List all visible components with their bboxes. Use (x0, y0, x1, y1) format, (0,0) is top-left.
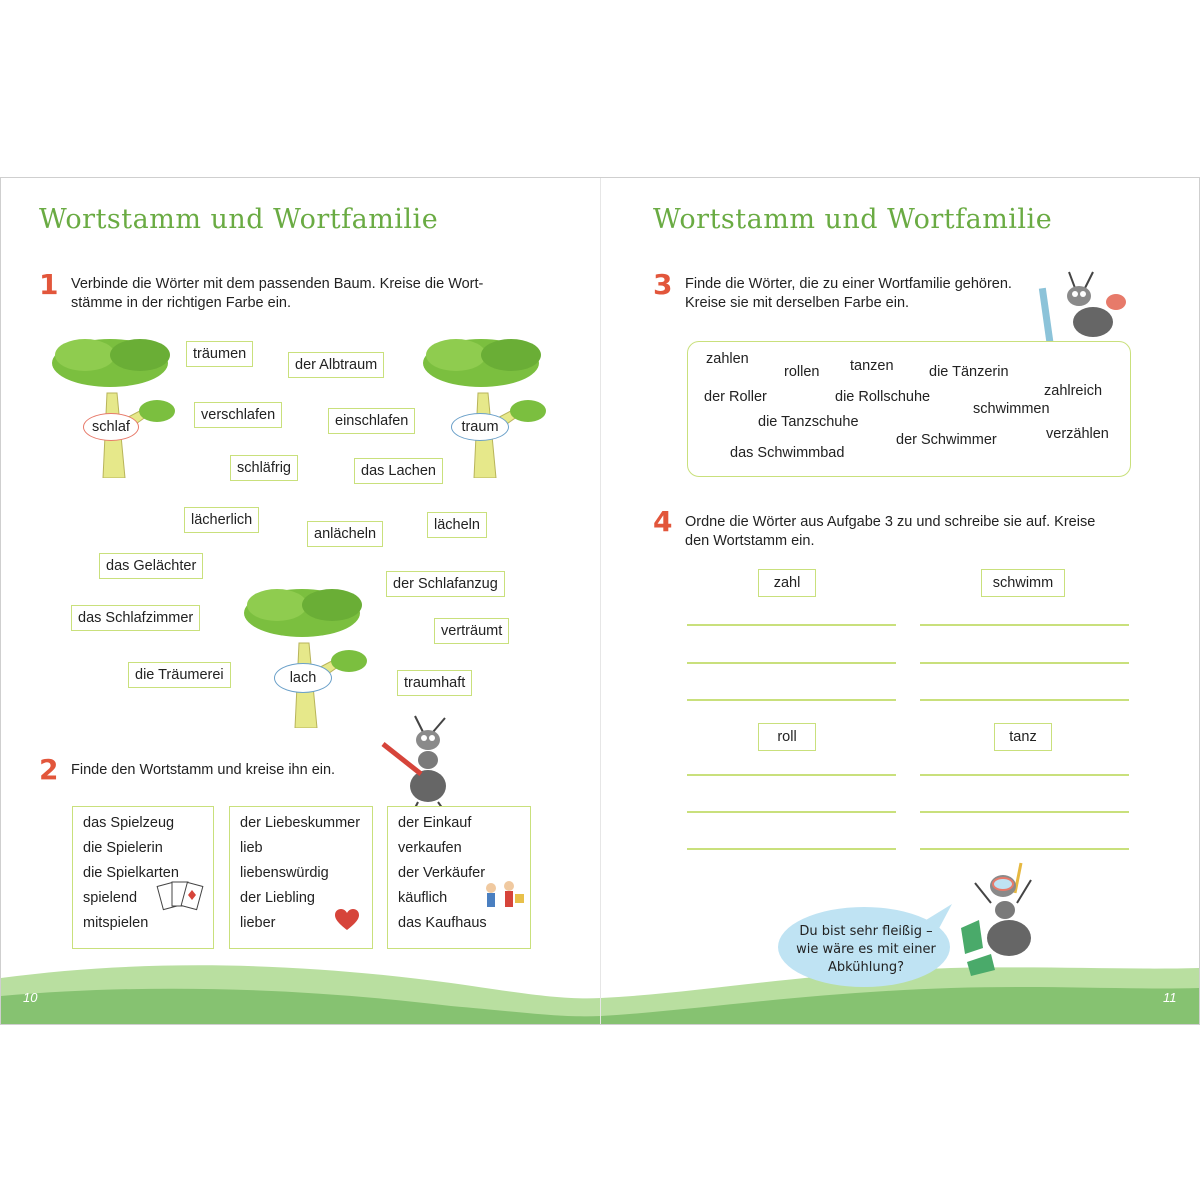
list-item[interactable]: mitspielen (83, 915, 149, 931)
task3-instruction-line2: Kreise sie mit derselben Farbe ein. (685, 295, 910, 311)
tree-stem-label-traum: traum (451, 413, 509, 441)
cloud-word[interactable]: verzählen (1046, 426, 1109, 442)
list-item[interactable]: das Kaufhaus (398, 915, 487, 931)
writing-line[interactable] (920, 811, 1129, 813)
playing-cards-icon (156, 878, 206, 918)
left-page-number: 10 (23, 990, 38, 1005)
task2-number: 2 (39, 753, 59, 786)
speech-bubble-text (791, 923, 941, 977)
list-item[interactable]: lieb (240, 840, 263, 856)
writing-line[interactable] (687, 624, 896, 626)
cloud-word[interactable]: schwimmen (973, 401, 1050, 417)
word-box[interactable]: das Schlafzimmer (71, 605, 200, 631)
shopping-people-icon (479, 878, 529, 918)
cloud-word[interactable]: die Tänzerin (929, 364, 1009, 380)
list-item[interactable]: der Verkäufer (398, 865, 486, 881)
task3-instruction (685, 275, 1012, 313)
task4-instruction-line2: den Wortstamm ein. (685, 533, 815, 549)
task2-instruction: Finde den Wortstamm und kreise ihn ein. (71, 762, 336, 778)
right-page-number: 11 (1163, 990, 1177, 1005)
task1-instruction-line1: Verbinde die Wörter mit dem passenden Baum. Kreise die Wort- (71, 276, 484, 292)
stem-box-roll: roll (758, 723, 816, 751)
cloud-word[interactable]: tanzen (850, 358, 894, 374)
writing-line[interactable] (687, 774, 896, 776)
tree-stem-label-lach: lach (274, 663, 332, 693)
word-box[interactable]: das Gelächter (99, 553, 203, 579)
list-item[interactable]: spielend (83, 890, 138, 906)
tree-stem-label-schlaf: schlaf (83, 413, 139, 441)
cloud-word[interactable]: die Tanzschuhe (758, 414, 859, 430)
word-box[interactable]: lächerlich (184, 507, 259, 533)
cloud-word[interactable]: rollen (784, 364, 820, 380)
writing-line[interactable] (920, 624, 1129, 626)
cloud-word[interactable]: das Schwimmbad (730, 445, 845, 461)
task1-number: 1 (39, 268, 59, 301)
task3-instruction-line1: Finde die Wörter, die zu einer Wortfamilie gehören. (685, 276, 1012, 292)
tree-illustration-lach (237, 583, 372, 728)
writing-line[interactable] (920, 662, 1129, 664)
tree-illustration-schlaf (45, 333, 180, 478)
word-box[interactable]: das Lachen (354, 458, 443, 484)
right-page-title: Wortstamm und Wortfamilie (653, 204, 1053, 235)
word-box[interactable]: anlächeln (307, 521, 383, 547)
task4-instruction (685, 513, 1095, 551)
task4-number: 4 (653, 505, 673, 538)
cloud-word[interactable]: der Roller (704, 389, 767, 405)
writing-line[interactable] (687, 811, 896, 813)
speech-line1: Du bist sehr fleißig – (799, 924, 933, 939)
heart-icon (334, 908, 360, 932)
word-box[interactable]: lächeln (427, 512, 487, 538)
list-item[interactable]: der Liebeskummer (240, 815, 361, 831)
list-item[interactable]: der Liebling (240, 890, 315, 906)
ant-with-pencil-illustration (373, 714, 473, 814)
word-box[interactable]: die Träumerei (128, 662, 231, 688)
word-box[interactable]: schläfrig (230, 455, 298, 481)
stem-box-zahl: zahl (758, 569, 816, 597)
word-box[interactable]: verschlafen (194, 402, 282, 428)
list-item[interactable]: das Spielzeug (83, 815, 175, 831)
writing-line[interactable] (687, 662, 896, 664)
word-box[interactable]: einschlafen (328, 408, 415, 434)
speech-line2: wie wäre es mit einer (796, 942, 936, 957)
cloud-word[interactable]: zahlreich (1044, 383, 1103, 399)
writing-line[interactable] (920, 848, 1129, 850)
book-spread (0, 177, 1200, 1025)
speech-line3: Abkühlung? (828, 960, 904, 975)
writing-line[interactable] (687, 699, 896, 701)
task1-instruction (71, 275, 483, 313)
list-item[interactable]: verkaufen (398, 840, 462, 856)
writing-line[interactable] (920, 699, 1129, 701)
word-box[interactable]: traumhaft (397, 670, 472, 696)
word-box[interactable]: der Schlafanzug (386, 571, 505, 597)
stem-box-schwimm: schwimm (981, 569, 1065, 597)
word-box[interactable]: der Albtraum (288, 352, 384, 378)
tree-illustration-traum (416, 333, 551, 478)
writing-line[interactable] (920, 774, 1129, 776)
task3-number: 3 (653, 268, 673, 301)
list-item[interactable]: die Spielkarten (83, 865, 179, 881)
task4-instruction-line1: Ordne die Wörter aus Aufgabe 3 zu und schreibe sie auf. Kreise (685, 514, 1096, 530)
cloud-word[interactable]: der Schwimmer (896, 432, 997, 448)
list-item[interactable]: lieber (240, 915, 276, 931)
page-gutter (600, 178, 601, 1024)
cloud-word[interactable]: die Rollschuhe (835, 389, 931, 405)
cloud-word[interactable]: zahlen (706, 351, 749, 367)
task1-instruction-line2: stämme in der richtigen Farbe ein. (71, 295, 292, 311)
word-box[interactable]: träumen (186, 341, 253, 367)
left-page-title: Wortstamm und Wortfamilie (39, 204, 439, 235)
list-item[interactable]: die Spielerin (83, 840, 163, 856)
writing-line[interactable] (687, 848, 896, 850)
list-item[interactable]: käuflich (398, 890, 448, 906)
list-item[interactable]: liebenswürdig (240, 865, 329, 881)
list-item[interactable]: der Einkauf (398, 815, 472, 831)
diving-ant-illustration (951, 858, 1051, 978)
stem-box-tanz: tanz (994, 723, 1052, 751)
word-box[interactable]: verträumt (434, 618, 509, 644)
